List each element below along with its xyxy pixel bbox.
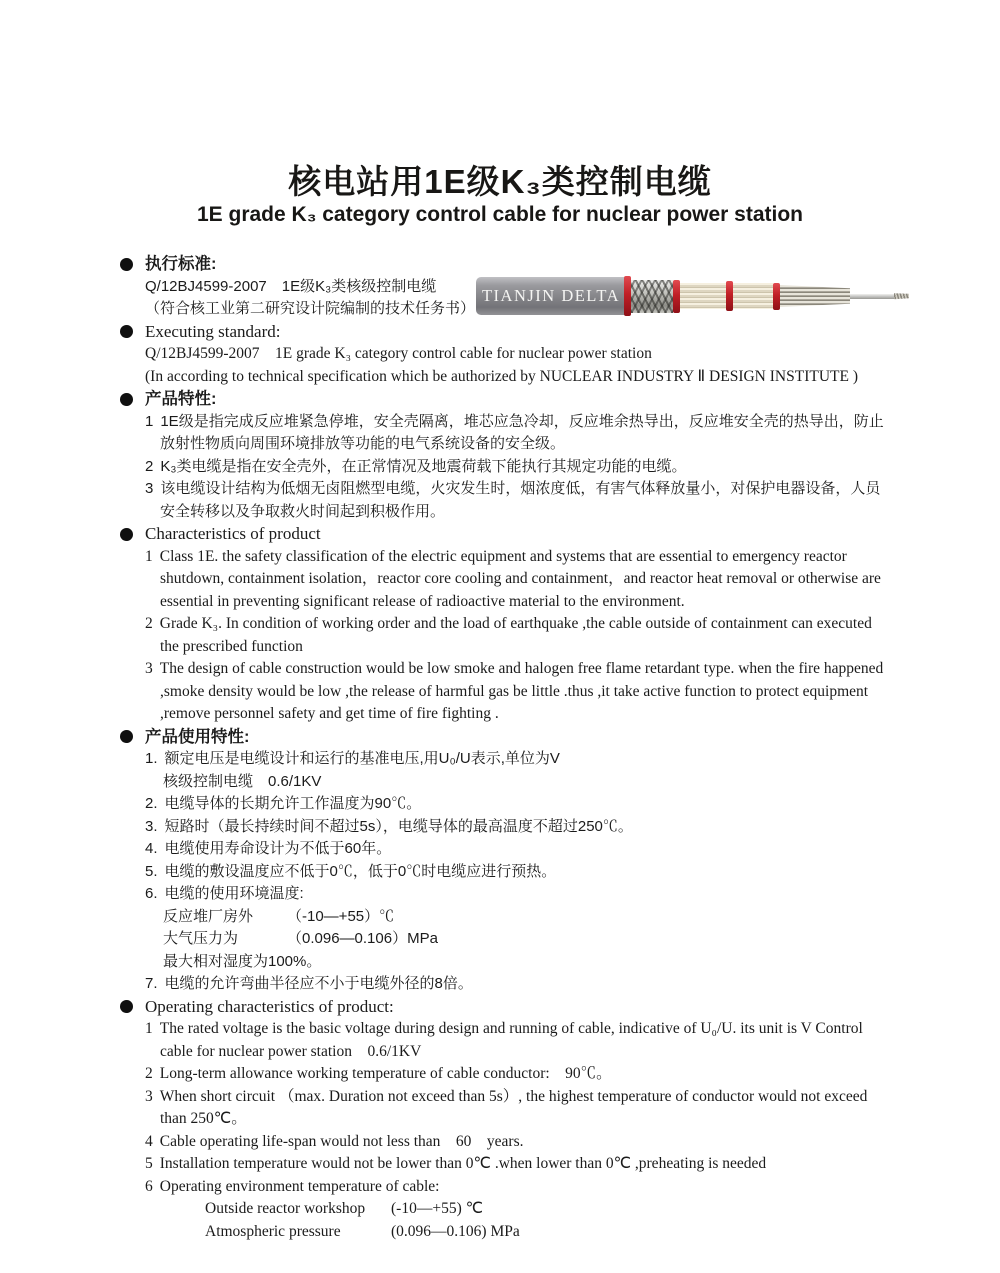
item-text: Cable operating life-span would not less than 60 years.	[159, 1132, 524, 1150]
item-number: 3	[145, 660, 153, 677]
cable-product-photo	[476, 272, 884, 320]
cable-jacket	[476, 277, 626, 315]
list-item	[145, 1063, 890, 1086]
list-item	[145, 1131, 890, 1154]
item-number: 2	[145, 1065, 153, 1082]
cable-braid-shield	[631, 280, 673, 313]
page-title-chinese: 核电站用1E级K₃类控制电缆	[288, 163, 712, 200]
list-item	[145, 1086, 890, 1131]
item-text: Class 1E. the safety classification of the electric equipment and systems that are essential to emergency reactor shutdown, containment isolation，reactor core cooling and containment，and reactor heat removal or otherwise are essential in preventing significant release of radioactive material to the environment.	[159, 547, 881, 610]
item-number: 6.	[145, 885, 158, 902]
standard-number-en: Q/12BJ4599-2007 1E grade K₃ category control cable for nuclear power station	[145, 345, 652, 362]
section-body	[120, 748, 890, 996]
spec-row	[145, 1198, 890, 1221]
list-item	[145, 816, 890, 839]
item-text: The rated voltage is the basic voltage during design and running of cable, indicative of U₀/U. its unit is V Control cable for nuclear power station 0.6/1KV	[159, 1020, 863, 1060]
spec-value: （-10—+55）℃	[287, 907, 395, 925]
spec-label: 大气压力为	[163, 930, 239, 947]
bullet-icon	[120, 730, 133, 743]
item-number: 3.	[145, 817, 158, 835]
bullet-icon	[120, 528, 133, 541]
cable-conductor-strands	[780, 285, 850, 307]
item-number: 4	[145, 1132, 153, 1150]
standard-number-zh: Q/12BJ4599-2007 1E级K₃类核级控制电缆	[145, 277, 437, 295]
item-text: Grade K₃. In condition of working order and the load of earthquake ,the cable outside of containment can executed the prescribed function	[159, 615, 872, 655]
item-text: 额定电压是电缆设计和运行的基准电压,用U₀/U表示,单位为V	[164, 750, 560, 767]
section-standard-en	[120, 321, 890, 389]
list-item	[145, 546, 890, 614]
item-text: Installation temperature would not be lower than 0℃ .when lower than 0℃ ,preheating is needed	[159, 1155, 767, 1172]
list-item	[145, 1176, 890, 1199]
list-item	[145, 973, 890, 996]
list-item	[145, 658, 890, 726]
section-heading-row	[120, 726, 890, 749]
bullet-icon	[120, 393, 133, 406]
section-heading-row	[120, 388, 890, 411]
list-item	[145, 478, 890, 523]
list-item	[145, 793, 890, 816]
item-text: K₃类电缆是指在安全壳外，在正常情况及地震荷载下能执行其规定功能的电缆。	[160, 457, 687, 475]
list-item	[145, 861, 890, 884]
list-item	[145, 456, 890, 479]
spec-row	[145, 1221, 890, 1244]
standard-note-en: (In according to technical specification which be authorized by NUCLEAR INDUSTRY Ⅱ DESIGN INSTITUTE )	[145, 367, 858, 385]
section-heading: Operating characteristics of product:	[145, 996, 394, 1016]
section-heading-row	[120, 996, 890, 1019]
section-usage-en	[120, 996, 890, 1244]
list-item	[145, 838, 890, 861]
item-number: 3	[145, 1087, 153, 1105]
item-text: 1E级是指完成反应堆紧急停堆，安全壳隔离，堆芯应急冷却，反应堆余热导出，反应堆安全壳的热导出，防止放射性物质向周围环境排放等功能的电气系统设备的安全级。	[160, 412, 884, 452]
cable-wire-tip	[894, 291, 909, 302]
list-item	[145, 1153, 890, 1176]
section-usage-zh	[120, 726, 890, 996]
item-number: 6	[145, 1177, 153, 1195]
list-item	[145, 1018, 890, 1063]
section-heading: Executing standard:	[145, 321, 281, 341]
spec-row	[145, 928, 890, 951]
spec-value: (-10—+55) ℃	[391, 1200, 484, 1217]
item-text: The design of cable construction would be low smoke and halogen free flame retardant type. when the fire happened ,smoke density would be low ,the release of harmful gas be little .thus ,it take active function to protect equipment ,remove personnel safety and get time of fire fighting .	[159, 660, 884, 722]
list-item	[145, 613, 890, 658]
cable-wire-end	[850, 294, 894, 299]
brand-text: TIANJIN DELTA	[481, 286, 621, 305]
section-heading: Characteristics of product	[145, 524, 321, 543]
standard-note-zh: （符合核工业第二研究设计院编制的技术任务书）	[145, 300, 476, 317]
spec-value: （0.096—0.106）MPa	[287, 930, 438, 947]
item-text: 电缆使用寿命设计为不低于60年。	[164, 840, 392, 857]
spec-label: Outside reactor workshop	[205, 1200, 366, 1217]
cable-core-insulation	[680, 283, 726, 309]
title-block	[0, 0, 1000, 227]
bullet-icon	[120, 258, 133, 271]
item-number: 5.	[145, 862, 158, 880]
section-body	[120, 546, 890, 726]
item-text: 电缆的敷设温度应不低于0℃，低于0℃时电缆应进行预热。	[164, 862, 557, 880]
item-text: 电缆的允许弯曲半径应不小于电缆外径的8倍。	[164, 975, 473, 992]
cable-red-band	[773, 283, 780, 310]
section-body	[120, 1018, 890, 1243]
list-subitem: 核级控制电缆 0.6/1KV	[163, 772, 322, 790]
section-heading: 产品使用特性:	[145, 727, 250, 746]
section-body	[120, 343, 890, 388]
item-number: 2.	[145, 795, 158, 812]
section-features-en	[120, 523, 890, 726]
item-number: 7.	[145, 975, 158, 992]
bullet-icon	[120, 325, 133, 338]
list-item	[145, 411, 890, 456]
item-text: 该电缆设计结构为低烟无卤阻燃型电缆，火灾发生时，烟浓度低，有害气体释放量小，对保护电器设备，人员安全转移以及争取救火时间起到积极作用。	[160, 480, 881, 520]
item-number: 3	[145, 480, 154, 497]
item-number: 1	[145, 547, 153, 565]
item-text: 电缆导体的长期允许工作温度为90℃。	[164, 795, 422, 812]
section-heading-row	[120, 523, 890, 546]
spec-value: (0.096—0.106) MPa	[391, 1222, 520, 1240]
item-text: 电缆的使用环境温度:	[164, 885, 304, 902]
item-text: Long-term allowance working temperature of cable conductor: 90℃。	[159, 1065, 612, 1082]
item-text: 短路时（最长持续时间不超过5s），电缆导体的最高温度不超过250℃。	[164, 817, 633, 835]
item-text: Operating environment temperature of cable:	[159, 1177, 440, 1195]
page-title-english: 1E grade K₃ category control cable for nuclear power station	[196, 203, 804, 226]
item-number: 2	[145, 615, 153, 632]
bullet-icon	[120, 1000, 133, 1013]
cable-core-insulation	[733, 283, 773, 309]
section-heading: 执行标准:	[145, 255, 217, 273]
item-text: When short circuit （max. Duration not exceed than 5s）, the highest temperature of conductor would not exceed than 250℃。	[159, 1087, 868, 1127]
section-heading: 产品特性:	[145, 390, 217, 408]
section-heading-row	[120, 321, 890, 344]
item-number: 4.	[145, 840, 158, 857]
list-item	[145, 883, 890, 906]
section-features-zh	[120, 388, 890, 523]
item-number: 1.	[145, 750, 158, 767]
cable-red-band	[624, 276, 631, 316]
list-subitem: 最大相对湿度为100%。	[163, 952, 322, 970]
cable-red-band	[673, 280, 680, 313]
item-number: 2	[145, 457, 154, 475]
spec-row	[145, 906, 890, 929]
item-number: 1	[145, 1020, 153, 1037]
item-number: 5	[145, 1155, 153, 1172]
spec-label: 反应堆厂房外	[163, 907, 254, 925]
cable-red-band	[726, 281, 733, 311]
spec-label: Atmospheric pressure	[205, 1222, 341, 1240]
item-number: 1	[145, 412, 154, 430]
document-body	[120, 253, 890, 1243]
section-body	[120, 411, 890, 524]
list-item	[145, 748, 890, 771]
